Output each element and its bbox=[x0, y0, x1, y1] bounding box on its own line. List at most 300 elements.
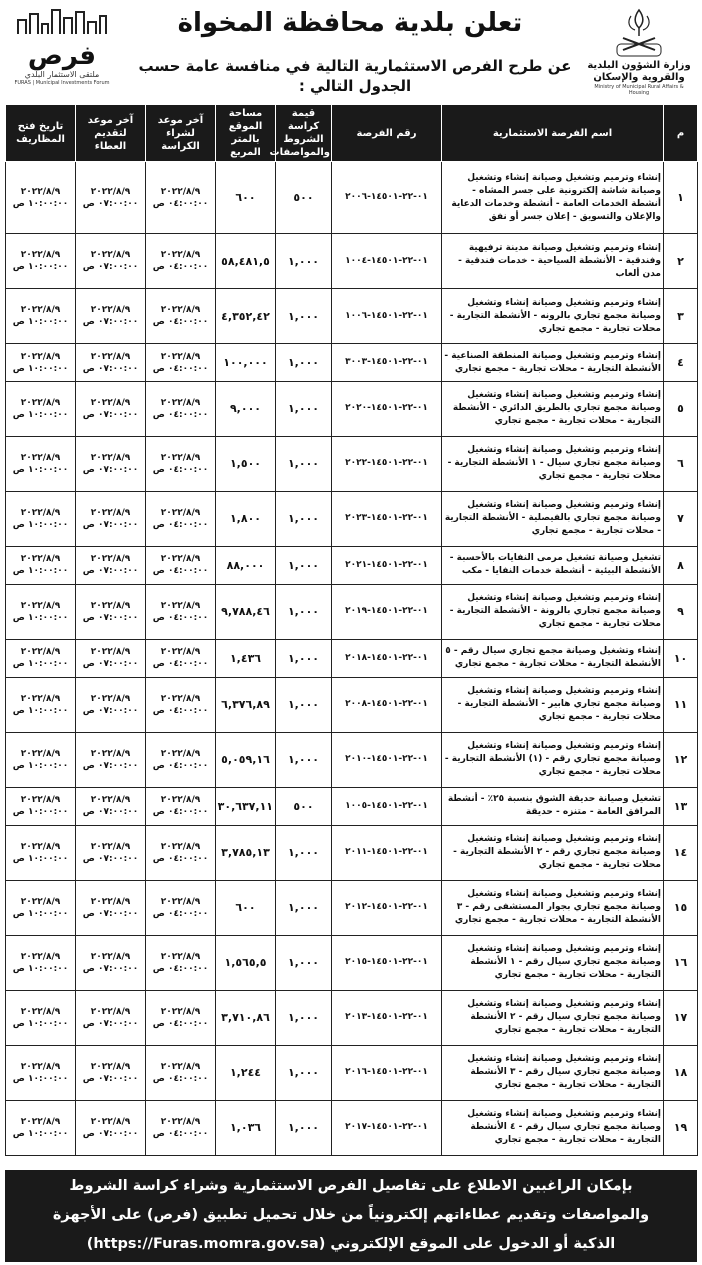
opening-date bbox=[6, 491, 76, 546]
buy-deadline-time: ٠٤:٠٠:٠٠ ص bbox=[152, 317, 209, 328]
col-submit-deadline: آخر موعد لتقديم العطاء bbox=[76, 105, 146, 162]
row-index: ٦ bbox=[664, 436, 698, 491]
booklet-fee: ١,٠٠٠ bbox=[276, 677, 332, 732]
site-area: ٣,٧١٠,٨٦ bbox=[216, 990, 276, 1045]
saudi-emblem-icon bbox=[615, 6, 663, 58]
ministry-logo bbox=[584, 6, 694, 96]
buy-deadline bbox=[146, 787, 216, 825]
table-row bbox=[6, 436, 698, 491]
opportunities-table bbox=[5, 104, 698, 1156]
buy-deadline-time: ٠٤:٠٠:٠٠ ص bbox=[152, 908, 209, 919]
row-index: ١٧ bbox=[664, 990, 698, 1045]
submit-deadline-date: ٢٠٢٢/٨/٩ bbox=[90, 600, 131, 611]
opening-date bbox=[6, 234, 76, 289]
buy-deadline bbox=[146, 825, 216, 880]
submit-deadline-time: ٠٧:٠٠:٠٠ ص bbox=[82, 519, 139, 530]
booklet-fee: ١,٠٠٠ bbox=[276, 289, 332, 344]
buy-deadline-time: ٠٤:٠٠:٠٠ ص bbox=[152, 198, 209, 209]
row-index: ٨ bbox=[664, 546, 698, 584]
table-row bbox=[6, 234, 698, 289]
table-row bbox=[6, 289, 698, 344]
row-index: ٩ bbox=[664, 584, 698, 639]
table-row bbox=[6, 162, 698, 234]
buy-deadline bbox=[146, 677, 216, 732]
opportunity-number: ٠١-٢٢-١٤٥٠١-١٠٠٤ bbox=[332, 234, 442, 289]
submit-deadline-date: ٢٠٢٢/٨/٩ bbox=[90, 1061, 131, 1072]
booklet-fee: ١,٠٠٠ bbox=[276, 990, 332, 1045]
submit-deadline bbox=[76, 732, 146, 787]
buy-deadline-date: ٢٠٢٢/٨/٩ bbox=[160, 841, 201, 852]
buy-deadline-date: ٢٠٢٢/٨/٩ bbox=[160, 351, 201, 362]
opportunity-name: إنشاء وترميم وتشغيل وصيانة إنشاء وتشغيل وصيانة مجمع تجاري رقم - ٢ الأنشطة التجارية - محلات تجارية - مجمع تجاري bbox=[442, 825, 664, 880]
opportunity-number: ٠١-٢٢-١٤٥٠١-٢٠١١ bbox=[332, 825, 442, 880]
submit-deadline-time: ٠٧:٠٠:٠٠ ص bbox=[82, 853, 139, 864]
submit-deadline bbox=[76, 546, 146, 584]
opening-date-date: ٢٠٢٢/٨/٩ bbox=[20, 1061, 61, 1072]
submit-deadline bbox=[76, 1045, 146, 1100]
opening-date-time: ١٠:٠٠:٠٠ ص bbox=[12, 566, 69, 577]
opening-date bbox=[6, 436, 76, 491]
row-index: ١٦ bbox=[664, 935, 698, 990]
site-area: ٦٠٠ bbox=[216, 162, 276, 234]
buy-deadline-time: ٠٤:٠٠:٠٠ ص bbox=[152, 519, 209, 530]
opening-date-time: ١٠:٠٠:٠٠ ص bbox=[12, 963, 69, 974]
booklet-fee: ١,٠٠٠ bbox=[276, 344, 332, 382]
opportunity-name: إنشاء وترميم وتشغيل وصيانة مدينة ترفيهية وفندقية - الأنشطة السياحية - خدمات فندقية - مدن ألعاب bbox=[442, 234, 664, 289]
submit-deadline-date: ٢٠٢٢/٨/٩ bbox=[90, 554, 131, 565]
submit-deadline-time: ٠٧:٠٠:٠٠ ص bbox=[82, 464, 139, 475]
buy-deadline bbox=[146, 491, 216, 546]
submit-deadline-time: ٠٧:٠٠:٠٠ ص bbox=[82, 659, 139, 670]
col-number: رقم الفرصة bbox=[332, 105, 442, 162]
submit-deadline bbox=[76, 584, 146, 639]
opening-date-time: ١٠:٠٠:٠٠ ص bbox=[12, 1018, 69, 1029]
submit-deadline bbox=[76, 825, 146, 880]
opportunity-number: ٠١-٢٢-١٤٥٠١-٢٠١٨ bbox=[332, 639, 442, 677]
booklet-fee: ١,٠٠٠ bbox=[276, 381, 332, 436]
buy-deadline-date: ٢٠٢٢/٨/٩ bbox=[160, 452, 201, 463]
ministry-name-en: Ministry of Municipal Rural Affairs & Housing bbox=[594, 84, 684, 96]
submit-deadline bbox=[76, 1100, 146, 1155]
buy-deadline-time: ٠٤:٠٠:٠٠ ص bbox=[152, 1018, 209, 1029]
buy-deadline-time: ٠٤:٠٠:٠٠ ص bbox=[152, 566, 209, 577]
opening-date-date: ٢٠٢٢/٨/٩ bbox=[20, 748, 61, 759]
opportunity-number: ٠١-٢٢-١٤٥٠١-٢٠١٣ bbox=[332, 990, 442, 1045]
opening-date-time: ١٠:٠٠:٠٠ ص bbox=[12, 908, 69, 919]
submit-deadline-date: ٢٠٢٢/٨/٩ bbox=[90, 305, 131, 316]
table-row bbox=[6, 491, 698, 546]
row-index: ٤ bbox=[664, 344, 698, 382]
opportunity-name: إنشاء وترميم وتشغيل وصيانة إنشاء وتشغيل وصيانة مجمع تجاري سيال رقم - ٢ الأنشطة التجارية - محلات تجارية - مجمع تجاري bbox=[442, 990, 664, 1045]
opening-date bbox=[6, 732, 76, 787]
opening-date bbox=[6, 1100, 76, 1155]
opportunity-number: ٠١-٢٢-١٤٥٠١-٢٠١٥ bbox=[332, 935, 442, 990]
skyline-icon bbox=[16, 6, 108, 36]
booklet-fee: ١,٠٠٠ bbox=[276, 491, 332, 546]
site-area: ١,٢٤٤ bbox=[216, 1045, 276, 1100]
booklet-fee: ١,٠٠٠ bbox=[276, 935, 332, 990]
table-row bbox=[6, 880, 698, 935]
opening-date-date: ٢٠٢٢/٨/٩ bbox=[20, 1116, 61, 1127]
submit-deadline-date: ٢٠٢٢/٨/٩ bbox=[90, 1006, 131, 1017]
submit-deadline-time: ٠٧:٠٠:٠٠ ص bbox=[82, 705, 139, 716]
booklet-fee: ١,٠٠٠ bbox=[276, 1100, 332, 1155]
site-area: ١,٥٠٠ bbox=[216, 436, 276, 491]
opportunity-name: إنشاء وترميم وتشغيل وصيانة إنشاء وتشغيل وصيانة مجمع تجاري هابير - الأنشطة التجارية - محلات تجارية - مجمع تجاري bbox=[442, 677, 664, 732]
opening-date-time: ١٠:٠٠:٠٠ ص bbox=[12, 612, 69, 623]
site-area: ٤,٣٥٢,٤٢ bbox=[216, 289, 276, 344]
submit-deadline-time: ٠٧:٠٠:٠٠ ص bbox=[82, 262, 139, 273]
opening-date bbox=[6, 990, 76, 1045]
row-index: ٧ bbox=[664, 491, 698, 546]
submit-deadline-date: ٢٠٢٢/٨/٩ bbox=[90, 351, 131, 362]
submit-deadline-time: ٠٧:٠٠:٠٠ ص bbox=[82, 908, 139, 919]
buy-deadline bbox=[146, 546, 216, 584]
opportunity-name: إنشاء وترميم وتشغيل وصيانة إنشاء وتشغيل وصيانة مجمع تجاري بالرونة - الأنشطة التجارية - محلات تجارية - مجمع تجاري bbox=[442, 584, 664, 639]
site-area: ١٠٠,٠٠٠ bbox=[216, 344, 276, 382]
opening-date-time: ١٠:٠٠:٠٠ ص bbox=[12, 705, 69, 716]
buy-deadline-time: ٠٤:٠٠:٠٠ ص bbox=[152, 1073, 209, 1084]
opportunity-name: إنشاء وترميم وتشغيل وصيانة إنشاء وتشغيل وصيانة مجمع تجاري بجوار المستشفى رقم - ٣ الأنشطة التجارية - محلات تجارية - مجمع تجاري bbox=[442, 880, 664, 935]
table-row bbox=[6, 1045, 698, 1100]
opening-date-date: ٢٠٢٢/٨/٩ bbox=[20, 1006, 61, 1017]
submit-deadline-time: ٠٧:٠٠:٠٠ ص bbox=[82, 1018, 139, 1029]
buy-deadline bbox=[146, 344, 216, 382]
buy-deadline-time: ٠٤:٠٠:٠٠ ص bbox=[152, 705, 209, 716]
buy-deadline bbox=[146, 1045, 216, 1100]
buy-deadline-time: ٠٤:٠٠:٠٠ ص bbox=[152, 807, 209, 818]
opportunity-number: ٠١-٢٢-١٤٥٠١-٢٠٠٨ bbox=[332, 677, 442, 732]
submit-deadline bbox=[76, 491, 146, 546]
submit-deadline-date: ٢٠٢٢/٨/٩ bbox=[90, 397, 131, 408]
booklet-fee: ١,٠٠٠ bbox=[276, 436, 332, 491]
buy-deadline-time: ٠٤:٠٠:٠٠ ص bbox=[152, 262, 209, 273]
table-row bbox=[6, 381, 698, 436]
site-area: ٦٠٠ bbox=[216, 880, 276, 935]
submit-deadline-time: ٠٧:٠٠:٠٠ ص bbox=[82, 566, 139, 577]
opening-date-time: ١٠:٠٠:٠٠ ص bbox=[12, 464, 69, 475]
opening-date bbox=[6, 677, 76, 732]
site-area: ٩,٧٨٨,٤٦ bbox=[216, 584, 276, 639]
furas-name: فرص bbox=[27, 41, 97, 71]
row-index: ٢ bbox=[664, 234, 698, 289]
opportunity-name: إنشاء وترميم وتشغيل وصيانة إنشاء وتشغيل وصيانة شاشة إلكترونية على جسر المشاه - أنشطة الخدمات العامة - أنشطة وخدمات الدعاية والإعلان والتسويق - إعلان جسر أو نفق bbox=[442, 162, 664, 234]
opening-date-time: ١٠:٠٠:٠٠ ص bbox=[12, 519, 69, 530]
table-row bbox=[6, 344, 698, 382]
buy-deadline-time: ٠٤:٠٠:٠٠ ص bbox=[152, 1128, 209, 1139]
buy-deadline bbox=[146, 162, 216, 234]
opening-date bbox=[6, 381, 76, 436]
row-index: ٥ bbox=[664, 381, 698, 436]
buy-deadline-date: ٢٠٢٢/٨/٩ bbox=[160, 507, 201, 518]
buy-deadline bbox=[146, 234, 216, 289]
submit-deadline bbox=[76, 880, 146, 935]
opening-date-time: ١٠:٠٠:٠٠ ص bbox=[12, 262, 69, 273]
opening-date bbox=[6, 344, 76, 382]
submit-deadline bbox=[76, 639, 146, 677]
buy-deadline bbox=[146, 935, 216, 990]
ad-subtitle: عن طرح الفرص الاستثمارية التالية في منافسة عامة حسب الجدول التالي : bbox=[138, 57, 572, 95]
submit-deadline-date: ٢٠٢٢/٨/٩ bbox=[90, 896, 131, 907]
buy-deadline-date: ٢٠٢٢/٨/٩ bbox=[160, 397, 201, 408]
submit-deadline-time: ٠٧:٠٠:٠٠ ص bbox=[82, 1128, 139, 1139]
opening-date-time: ١٠:٠٠:٠٠ ص bbox=[12, 659, 69, 670]
opportunity-name: تشغيل وصيانة تشغيل مرمى النفايات بالأحسبة - الأنشطة البيئية - أنشطة خدمات النفايا - مكب bbox=[442, 546, 664, 584]
submit-deadline-date: ٢٠٢٢/٨/٩ bbox=[90, 250, 131, 261]
opening-date-time: ١٠:٠٠:٠٠ ص bbox=[12, 853, 69, 864]
site-area: ٨٨,٠٠٠ bbox=[216, 546, 276, 584]
submit-deadline-date: ٢٠٢٢/٨/٩ bbox=[90, 693, 131, 704]
buy-deadline-time: ٠٤:٠٠:٠٠ ص bbox=[152, 963, 209, 974]
col-index: م bbox=[664, 105, 698, 162]
submit-deadline-time: ٠٧:٠٠:٠٠ ص bbox=[82, 963, 139, 974]
buy-deadline bbox=[146, 990, 216, 1045]
opportunity-name: إنشاء وترميم وتشغيل وصيانة إنشاء وتشغيل وصيانة مجمع تجاري رقم - (١) الأنشطة التجارية - محلات تجارية - مجمع تجاري bbox=[442, 732, 664, 787]
buy-deadline bbox=[146, 584, 216, 639]
booklet-fee: ١,٠٠٠ bbox=[276, 546, 332, 584]
site-area: ٥,٠٥٩,١٦ bbox=[216, 732, 276, 787]
site-area: ٦,٣٧٦,٨٩ bbox=[216, 677, 276, 732]
submit-deadline-date: ٢٠٢٢/٨/٩ bbox=[90, 951, 131, 962]
opening-date-time: ١٠:٠٠:٠٠ ص bbox=[12, 1128, 69, 1139]
opening-date bbox=[6, 1045, 76, 1100]
buy-deadline-date: ٢٠٢٢/٨/٩ bbox=[160, 795, 201, 806]
opportunity-number: ٠١-٢٢-١٤٥٠١-٢٠١٢ bbox=[332, 880, 442, 935]
buy-deadline-time: ٠٤:٠٠:٠٠ ص bbox=[152, 659, 209, 670]
furas-subtitle: ملتقى الاستثمار البلدي bbox=[24, 70, 100, 79]
opening-date-date: ٢٠٢٢/٨/٩ bbox=[20, 693, 61, 704]
row-index: ١٥ bbox=[664, 880, 698, 935]
buy-deadline-time: ٠٤:٠٠:٠٠ ص bbox=[152, 612, 209, 623]
submit-deadline-time: ٠٧:٠٠:٠٠ ص bbox=[82, 363, 139, 374]
site-area: ١,٥٦٥,٥ bbox=[216, 935, 276, 990]
furas-subtitle-en: FURAS | Municipal Investments Forum bbox=[14, 80, 110, 86]
opportunity-number: ٠١-٢٢-١٤٥٠١-٢٠١٠ bbox=[332, 732, 442, 787]
submit-deadline-date: ٢٠٢٢/٨/٩ bbox=[90, 748, 131, 759]
opportunity-name: إنشاء وترميم وتشغيل وصيانة إنشاء وتشغيل وصيانة مجمع تجاري بالطريق الدائري - الأنشطة التجارية - محلات تجارية - مجمع تجاري bbox=[442, 381, 664, 436]
opening-date-date: ٢٠٢٢/٨/٩ bbox=[20, 554, 61, 565]
opportunity-number: ٠١-٢٢-١٤٥٠١-٢٠٠٦ bbox=[332, 162, 442, 234]
submit-deadline-time: ٠٧:٠٠:٠٠ ص bbox=[82, 612, 139, 623]
opportunity-name: إنشاء وترميم وتشغيل وصيانة إنشاء وتشغيل وصيانة مجمع تجاري سيال رقم - ٤ الأنشطة التجارية - محلات تجارية - مجمع تجاري bbox=[442, 1100, 664, 1155]
submit-deadline-date: ٢٠٢٢/٨/٩ bbox=[90, 1116, 131, 1127]
submit-deadline-date: ٢٠٢٢/٨/٩ bbox=[90, 186, 131, 197]
table-row bbox=[6, 584, 698, 639]
opening-date-time: ١٠:٠٠:٠٠ ص bbox=[12, 363, 69, 374]
submit-deadline bbox=[76, 289, 146, 344]
submit-deadline bbox=[76, 234, 146, 289]
opening-date-time: ١٠:٠٠:٠٠ ص bbox=[12, 807, 69, 818]
submit-deadline bbox=[76, 381, 146, 436]
opening-date-date: ٢٠٢٢/٨/٩ bbox=[20, 507, 61, 518]
opening-date bbox=[6, 787, 76, 825]
opening-date bbox=[6, 825, 76, 880]
table-row bbox=[6, 990, 698, 1045]
submit-deadline-time: ٠٧:٠٠:٠٠ ص bbox=[82, 317, 139, 328]
buy-deadline bbox=[146, 1100, 216, 1155]
opportunity-name: إنشاء وترميم وتشغيل وصيانة إنشاء وتشغيل وصيانة مجمع تجاري سيال رقم - ١ الأنشطة التجارية - محلات تجارية - مجمع تجاري bbox=[442, 935, 664, 990]
buy-deadline-time: ٠٤:٠٠:٠٠ ص bbox=[152, 363, 209, 374]
buy-deadline-date: ٢٠٢٢/٨/٩ bbox=[160, 1006, 201, 1017]
booklet-fee: ١,٠٠٠ bbox=[276, 880, 332, 935]
opportunity-name: تشغيل وصيانة حديقة الشوق بنسبة ٢٥٪ - أنشطة المرافق العامة - متنزه - حديقة bbox=[442, 787, 664, 825]
booklet-fee: ٥٠٠ bbox=[276, 162, 332, 234]
buy-deadline bbox=[146, 732, 216, 787]
buy-deadline-date: ٢٠٢٢/٨/٩ bbox=[160, 1116, 201, 1127]
buy-deadline-date: ٢٠٢٢/٨/٩ bbox=[160, 1061, 201, 1072]
table-header-row bbox=[6, 105, 698, 162]
booklet-fee: ٥٠٠ bbox=[276, 787, 332, 825]
footer-line-2: والمواصفات وتقديم عطاءاتهم إلكترونياً من خلال تحميل تطبيق (فرص) على الأجهزة bbox=[52, 1207, 650, 1223]
opening-date-date: ٢٠٢٢/٨/٩ bbox=[20, 600, 61, 611]
opportunity-number: ٠١-٢٢-١٤٥٠١-٢٠١٧ bbox=[332, 1100, 442, 1155]
opening-date-date: ٢٠٢٢/٨/٩ bbox=[20, 186, 61, 197]
booklet-fee: ١,٠٠٠ bbox=[276, 732, 332, 787]
submit-deadline-date: ٢٠٢٢/٨/٩ bbox=[90, 452, 131, 463]
buy-deadline bbox=[146, 381, 216, 436]
submit-deadline bbox=[76, 677, 146, 732]
site-area: ٩,٠٠٠ bbox=[216, 381, 276, 436]
site-area: ٣٠,٦٣٧,١١ bbox=[216, 787, 276, 825]
submit-deadline-time: ٠٧:٠٠:٠٠ ص bbox=[82, 409, 139, 420]
row-index: ١ bbox=[664, 162, 698, 234]
submit-deadline-time: ٠٧:٠٠:٠٠ ص bbox=[82, 807, 139, 818]
submit-deadline-time: ٠٧:٠٠:٠٠ ص bbox=[82, 1073, 139, 1084]
opportunity-number: ٠١-٢٢-١٤٥٠١-٢٠٢٠ bbox=[332, 381, 442, 436]
opening-date-date: ٢٠٢٢/٨/٩ bbox=[20, 896, 61, 907]
ad-header bbox=[0, 0, 702, 100]
table-row bbox=[6, 732, 698, 787]
opening-date-time: ١٠:٠٠:٠٠ ص bbox=[12, 317, 69, 328]
opportunity-name: إنشاء وترميم وتشغيل وصيانة المنطقة الصناعية - الأنشطة التجارية - محلات تجارية - مجمع تجاري bbox=[442, 344, 664, 382]
opening-date-date: ٢٠٢٢/٨/٩ bbox=[20, 351, 61, 362]
buy-deadline-date: ٢٠٢٢/٨/٩ bbox=[160, 186, 201, 197]
buy-deadline-date: ٢٠٢٢/٨/٩ bbox=[160, 748, 201, 759]
submit-deadline-date: ٢٠٢٢/٨/٩ bbox=[90, 795, 131, 806]
opening-date-time: ١٠:٠٠:٠٠ ص bbox=[12, 1073, 69, 1084]
site-area: ١,٨٠٠ bbox=[216, 491, 276, 546]
booklet-fee: ١,٠٠٠ bbox=[276, 639, 332, 677]
footer-line-1: بإمكان الراغبين الاطلاع على تفاصيل الفرص الاستثمارية وشراء كراسة الشروط bbox=[69, 1178, 633, 1194]
opening-date bbox=[6, 546, 76, 584]
buy-deadline-time: ٠٤:٠٠:٠٠ ص bbox=[152, 409, 209, 420]
submit-deadline bbox=[76, 935, 146, 990]
table-row bbox=[6, 787, 698, 825]
row-index: ١٤ bbox=[664, 825, 698, 880]
buy-deadline-date: ٢٠٢٢/٨/٩ bbox=[160, 647, 201, 658]
opportunity-number: ٠١-٢٢-١٤٥٠١-٢٠١٦ bbox=[332, 1045, 442, 1100]
row-index: ١٣ bbox=[664, 787, 698, 825]
buy-deadline-time: ٠٤:٠٠:٠٠ ص bbox=[152, 760, 209, 771]
opportunity-number: ٠١-٢٢-١٤٥٠١-١٠٠٥ bbox=[332, 787, 442, 825]
submit-deadline-date: ٢٠٢٢/٨/٩ bbox=[90, 841, 131, 852]
opening-date bbox=[6, 639, 76, 677]
opening-date-date: ٢٠٢٢/٨/٩ bbox=[20, 841, 61, 852]
buy-deadline-date: ٢٠٢٢/٨/٩ bbox=[160, 250, 201, 261]
site-area: ١,٤٣٦ bbox=[216, 639, 276, 677]
opportunity-number: ٠١-٢٢-١٤٥٠١-١٠٠٦ bbox=[332, 289, 442, 344]
ad-footer bbox=[5, 1170, 697, 1262]
opportunity-number: ٠١-٢٢-١٤٥٠١-٣٠٠٣ bbox=[332, 344, 442, 382]
buy-deadline-date: ٢٠٢٢/٨/٩ bbox=[160, 600, 201, 611]
opening-date bbox=[6, 584, 76, 639]
submit-deadline bbox=[76, 990, 146, 1045]
buy-deadline-date: ٢٠٢٢/٨/٩ bbox=[160, 305, 201, 316]
opportunity-name: إنشاء وترميم وتشغيل وصيانة إنشاء وتشغيل وصيانة مجمع تجاري بالفيصلية - الأنشطة التجارية - محلات تجارية - مجمع تجاري bbox=[442, 491, 664, 546]
ad-title: تعلن بلدية محافظة المخواة bbox=[177, 8, 523, 38]
buy-deadline-time: ٠٤:٠٠:٠٠ ص bbox=[152, 464, 209, 475]
booklet-fee: ١,٠٠٠ bbox=[276, 234, 332, 289]
opportunity-name: إنشاء وترميم وتشغيل وصيانة إنشاء وتشغيل وصيانة مجمع تجاري بالرونه - الأنشطة التجارية - محلات تجارية - مجمع تجاري bbox=[442, 289, 664, 344]
col-opening-date: تاريخ فتح المظاريف bbox=[6, 105, 76, 162]
col-fee: قيمة كراسة الشروط والمواصفات bbox=[276, 105, 332, 162]
opening-date-date: ٢٠٢٢/٨/٩ bbox=[20, 250, 61, 261]
submit-deadline bbox=[76, 344, 146, 382]
submit-deadline-time: ٠٧:٠٠:٠٠ ص bbox=[82, 760, 139, 771]
submit-deadline-time: ٠٧:٠٠:٠٠ ص bbox=[82, 198, 139, 209]
row-index: ١٠ bbox=[664, 639, 698, 677]
col-buy-deadline: آخر موعد لشراء الكراسة bbox=[146, 105, 216, 162]
site-area: ٥٨,٤٨١,٥ bbox=[216, 234, 276, 289]
opening-date-date: ٢٠٢٢/٨/٩ bbox=[20, 951, 61, 962]
opportunity-number: ٠١-٢٢-١٤٥٠١-٢٠٢٢ bbox=[332, 436, 442, 491]
opening-date-time: ١٠:٠٠:٠٠ ص bbox=[12, 760, 69, 771]
opportunity-number: ٠١-٢٢-١٤٥٠١-٢٠٢٣ bbox=[332, 491, 442, 546]
opportunity-number: ٠١-٢٢-١٤٥٠١-٢٠٢١ bbox=[332, 546, 442, 584]
buy-deadline bbox=[146, 289, 216, 344]
opening-date bbox=[6, 880, 76, 935]
opening-date bbox=[6, 935, 76, 990]
row-index: ١٢ bbox=[664, 732, 698, 787]
booklet-fee: ١,٠٠٠ bbox=[276, 825, 332, 880]
buy-deadline-date: ٢٠٢٢/٨/٩ bbox=[160, 896, 201, 907]
submit-deadline-date: ٢٠٢٢/٨/٩ bbox=[90, 647, 131, 658]
col-name: اسم الفرصة الاستثمارية bbox=[442, 105, 664, 162]
table-row bbox=[6, 1100, 698, 1155]
buy-deadline-time: ٠٤:٠٠:٠٠ ص bbox=[152, 853, 209, 864]
opportunity-name: إنشاء وترميم وتشغيل وصيانة إنشاء وتشغيل وصيانة مجمع تجاري سيال - ١ الأنشطة التجارية - محلات تجارية - مجمع تجاري bbox=[442, 436, 664, 491]
opening-date-date: ٢٠٢٢/٨/٩ bbox=[20, 647, 61, 658]
table-row bbox=[6, 935, 698, 990]
submit-deadline bbox=[76, 162, 146, 234]
opening-date-time: ١٠:٠٠:٠٠ ص bbox=[12, 198, 69, 209]
opening-date-time: ١٠:٠٠:٠٠ ص bbox=[12, 409, 69, 420]
buy-deadline bbox=[146, 639, 216, 677]
buy-deadline-date: ٢٠٢٢/٨/٩ bbox=[160, 951, 201, 962]
submit-deadline-date: ٢٠٢٢/٨/٩ bbox=[90, 507, 131, 518]
buy-deadline bbox=[146, 880, 216, 935]
opportunity-name: إنشاء وترميم وتشغيل وصيانة إنشاء وتشغيل وصيانة مجمع تجاري سيال رقم - ٣ الأنشطة التجارية - محلات تجارية - مجمع تجاري bbox=[442, 1045, 664, 1100]
opening-date-date: ٢٠٢٢/٨/٩ bbox=[20, 795, 61, 806]
booklet-fee: ١,٠٠٠ bbox=[276, 1045, 332, 1100]
row-index: ١١ bbox=[664, 677, 698, 732]
table-row bbox=[6, 677, 698, 732]
opening-date-date: ٢٠٢٢/٨/٩ bbox=[20, 452, 61, 463]
table-row bbox=[6, 639, 698, 677]
footer-line-3: الذكية أو الدخول على الموقع الإلكتروني (https://Furas.momra.gov.sa) bbox=[86, 1236, 616, 1252]
submit-deadline bbox=[76, 787, 146, 825]
buy-deadline-date: ٢٠٢٢/٨/٩ bbox=[160, 693, 201, 704]
row-index: ٣ bbox=[664, 289, 698, 344]
site-area: ٣,٧٨٥,١٣ bbox=[216, 825, 276, 880]
furas-logo bbox=[6, 6, 118, 94]
opportunity-name: إنشاء وتشغيل وصيانة مجمع تجاري سيال رقم - ٥ الأنشطة التجارية - محلات تجارية - مجمع تجاري bbox=[442, 639, 664, 677]
row-index: ١٨ bbox=[664, 1045, 698, 1100]
site-area: ١,٠٣٦ bbox=[216, 1100, 276, 1155]
row-index: ١٩ bbox=[664, 1100, 698, 1155]
opportunity-number: ٠١-٢٢-١٤٥٠١-٢٠١٩ bbox=[332, 584, 442, 639]
opening-date-date: ٢٠٢٢/٨/٩ bbox=[20, 305, 61, 316]
